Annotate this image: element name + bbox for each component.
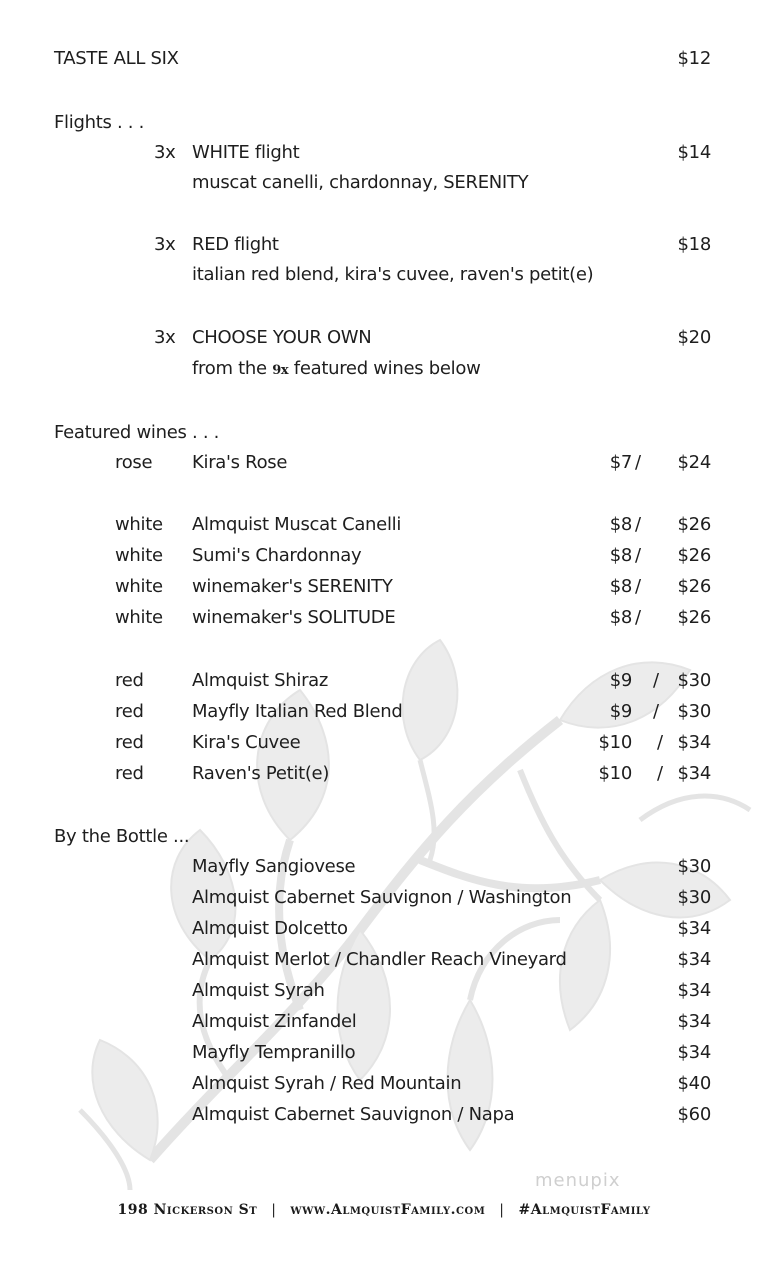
flight-qty: 3x (154, 327, 176, 348)
glass-price: $8 (609, 607, 632, 628)
bottle-wine-price: $30 (677, 856, 711, 877)
bottle-wine-name: Almquist Dolcetto (192, 918, 348, 939)
wine-type: red (115, 701, 144, 722)
bottle-wine-name: Almquist Syrah / Red Mountain (192, 1073, 462, 1094)
wine-name: winemaker's SOLITUDE (192, 607, 396, 628)
flights-heading: Flights . . . (54, 112, 145, 133)
glass-price: $7 (609, 452, 632, 473)
bottle-wine-price: $34 (677, 949, 711, 970)
footer-divider: | (271, 1202, 277, 1218)
bottle-wine-name: Almquist Merlot / Chandler Reach Vineyard (192, 949, 567, 970)
footer-hashtag: #AlmquistFamily (518, 1202, 651, 1218)
bottle-wine-name: Mayfly Sangiovese (192, 856, 356, 877)
wine-type: rose (115, 452, 153, 473)
price-divider: / (635, 545, 641, 566)
bottle-wine-name: Almquist Cabernet Sauvignon / Washington (192, 887, 572, 908)
wine-name: Almquist Shiraz (192, 670, 329, 691)
flight-price: $18 (677, 234, 711, 255)
price-divider: / (635, 607, 641, 628)
bottle-wine-price: $40 (677, 1073, 711, 1094)
wine-type: red (115, 763, 144, 784)
bottle-price: $26 (677, 607, 711, 628)
bottle-wine-name: Almquist Cabernet Sauvignon / Napa (192, 1104, 515, 1125)
featured-heading: Featured wines . . . (54, 422, 220, 443)
flight-name: RED flight (192, 234, 279, 255)
bottle-wine-name: Almquist Zinfandel (192, 1011, 357, 1032)
bottle-wine-name: Mayfly Tempranillo (192, 1042, 356, 1063)
glass-price: $8 (609, 514, 632, 535)
taste-all-price: $12 (677, 48, 711, 69)
bottle-wine-price: $34 (677, 918, 711, 939)
glass-price: $8 (609, 545, 632, 566)
footer-website[interactable]: www.AlmquistFamily.com (290, 1202, 486, 1218)
flight-price: $20 (677, 327, 711, 348)
taste-all-label: TASTE ALL SIX (54, 48, 179, 69)
bottle-price: $24 (677, 452, 711, 473)
glass-price: $10 (598, 763, 632, 784)
glass-price: $9 (609, 701, 632, 722)
bottle-price: $34 (677, 732, 711, 753)
flight-desc: muscat canelli, chardonnay, SERENITY (192, 172, 529, 193)
flight-qty: 3x (154, 234, 176, 255)
price-divider: / (653, 701, 659, 722)
wine-name: Kira's Cuvee (192, 732, 301, 753)
bottle-wine-price: $34 (677, 1011, 711, 1032)
bottle-wine-price: $30 (677, 887, 711, 908)
flight-qty: 3x (154, 142, 176, 163)
footer-address: 198 Nickerson St (117, 1202, 258, 1218)
bottle-price: $26 (677, 576, 711, 597)
wine-type: red (115, 670, 144, 691)
wine-name: winemaker's SERENITY (192, 576, 393, 597)
bottle-wine-price: $34 (677, 1042, 711, 1063)
flight-name: CHOOSE YOUR OWN (192, 327, 372, 348)
wine-name: Kira's Rose (192, 452, 288, 473)
bottle-price: $30 (677, 670, 711, 691)
footer-divider: | (499, 1202, 505, 1218)
bottle-heading: By the Bottle ... (54, 826, 190, 847)
flight-name: WHITE flight (192, 142, 300, 163)
price-divider: / (635, 452, 641, 473)
price-divider: / (657, 763, 663, 784)
price-divider: / (653, 670, 659, 691)
bottle-wine-name: Almquist Syrah (192, 980, 325, 1001)
bottle-price: $26 (677, 514, 711, 535)
wine-type: white (115, 607, 163, 628)
glass-price: $8 (609, 576, 632, 597)
bottle-wine-price: $60 (677, 1104, 711, 1125)
wine-name: Raven's Petit(e) (192, 763, 330, 784)
glass-price: $10 (598, 732, 632, 753)
flight-price: $14 (677, 142, 711, 163)
bottle-wine-price: $34 (677, 980, 711, 1001)
price-divider: / (635, 514, 641, 535)
wine-type: white (115, 576, 163, 597)
flight-desc: from the 9x featured wines below (192, 358, 481, 379)
wine-type: white (115, 545, 163, 566)
glass-price: $9 (609, 670, 632, 691)
wine-name: Almquist Muscat Canelli (192, 514, 402, 535)
menupix-watermark: menupix (535, 1170, 621, 1191)
bottle-price: $30 (677, 701, 711, 722)
price-divider: / (635, 576, 641, 597)
flight-desc: italian red blend, kira's cuvee, raven's petit(e) (192, 264, 594, 285)
price-divider: / (657, 732, 663, 753)
bottle-price: $26 (677, 545, 711, 566)
bottle-price: $34 (677, 763, 711, 784)
wine-type: red (115, 732, 144, 753)
wine-type: white (115, 514, 163, 535)
featured-count: 9x (272, 363, 289, 378)
wine-name: Sumi's Chardonnay (192, 545, 362, 566)
footer (0, 1202, 768, 1218)
wine-name: Mayfly Italian Red Blend (192, 701, 403, 722)
